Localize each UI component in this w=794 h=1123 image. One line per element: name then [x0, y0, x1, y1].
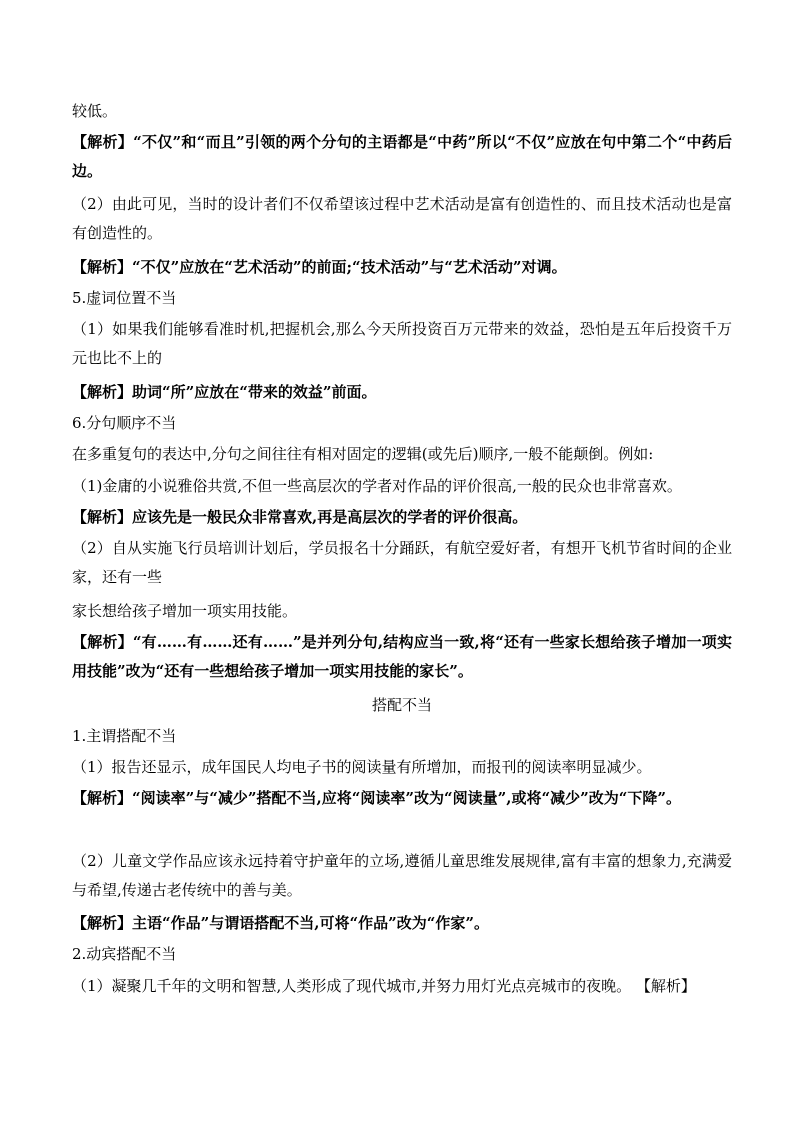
analysis-paragraph: 【解析】主语“作品”与谓语搭配不当,可将“作品”改为“作家”。	[72, 914, 489, 932]
section-heading: 6.分句顺序不当	[72, 414, 177, 432]
section-heading: 5.虚词位置不当	[72, 289, 177, 307]
analysis-paragraph: 【解析】“有……有……还有……”是并列分句,结构应当一致,将“还有一些家长想给孩子增加一项实用技能”改为“还有一些想给孩子增加一项实用技能的家长”。	[72, 633, 732, 680]
paragraph: （1）凝聚几千年的文明和智慧,人类形成了现代城市,并努力用灯光点亮城市的夜晚。 【解析】	[72, 977, 696, 995]
paragraph: （1)金庸的小说雅俗共赏,不但一些高层次的学者对作品的评价很高,一般的民众也非常喜欢。	[72, 477, 682, 495]
analysis-paragraph: 【解析】“不仅”和“而且”引领的两个分句的主语都是“中药”所以“不仅”应放在句中第二个“中药后边。	[72, 133, 732, 180]
paragraph: （1）报告还显示，成年国民人均电子书的阅读量有所增加，而报刊的阅读率明显减少。	[72, 758, 652, 776]
analysis-paragraph: 【解析】“阅读率”与“减少”搭配不当,应将“阅读率”改为“阅读量”,或将“减少”改为“下降”。	[72, 789, 681, 807]
analysis-paragraph: 【解析】应该先是一般民众非常喜欢,再是高层次的学者的评价很高。	[72, 508, 528, 526]
section-heading: 2.动宾搭配不当	[72, 945, 177, 963]
paragraph: （1）如果我们能够看准时机,把握机会,那么今天所投资百万元带来的效益，恐怕是五年后投资千万元也比不上的	[72, 320, 732, 367]
analysis-paragraph: 【解析】助词“所”应放在“带来的效益”前面。	[72, 383, 377, 401]
analysis-paragraph: 【解析】“不仅”应放在“艺术活动”的前面;“技术活动”与“艺术活动”对调。	[72, 258, 567, 276]
paragraph: 家长想给孩子增加一项实用技能。	[72, 602, 298, 620]
section-heading: 1.主谓搭配不当	[72, 727, 177, 745]
section-title: 搭配不当	[371, 696, 432, 714]
paragraph: （2）儿童文学作品应该永远持着守护童年的立场,遵循儿童思维发展规律,富有丰富的想象力,充满爱与希望,传递古老传统中的善与美。	[72, 852, 732, 899]
paragraph: （2）自从实施飞行员培训计划后，学员报名十分踊跃，有航空爱好者，有想开飞机节省时间的企业家，还有一些	[72, 539, 732, 586]
paragraph: 较低。	[72, 102, 118, 120]
paragraph: （2）由此可见，当时的设计者们不仅希望该过程中艺术活动是富有创造性的、而且技术活动也是富有创造性的。	[72, 195, 732, 242]
paragraph: 在多重复句的表达中,分句之间往往有相对固定的逻辑(或先后)顺序,一般不能颠倒。例如:	[72, 445, 654, 463]
